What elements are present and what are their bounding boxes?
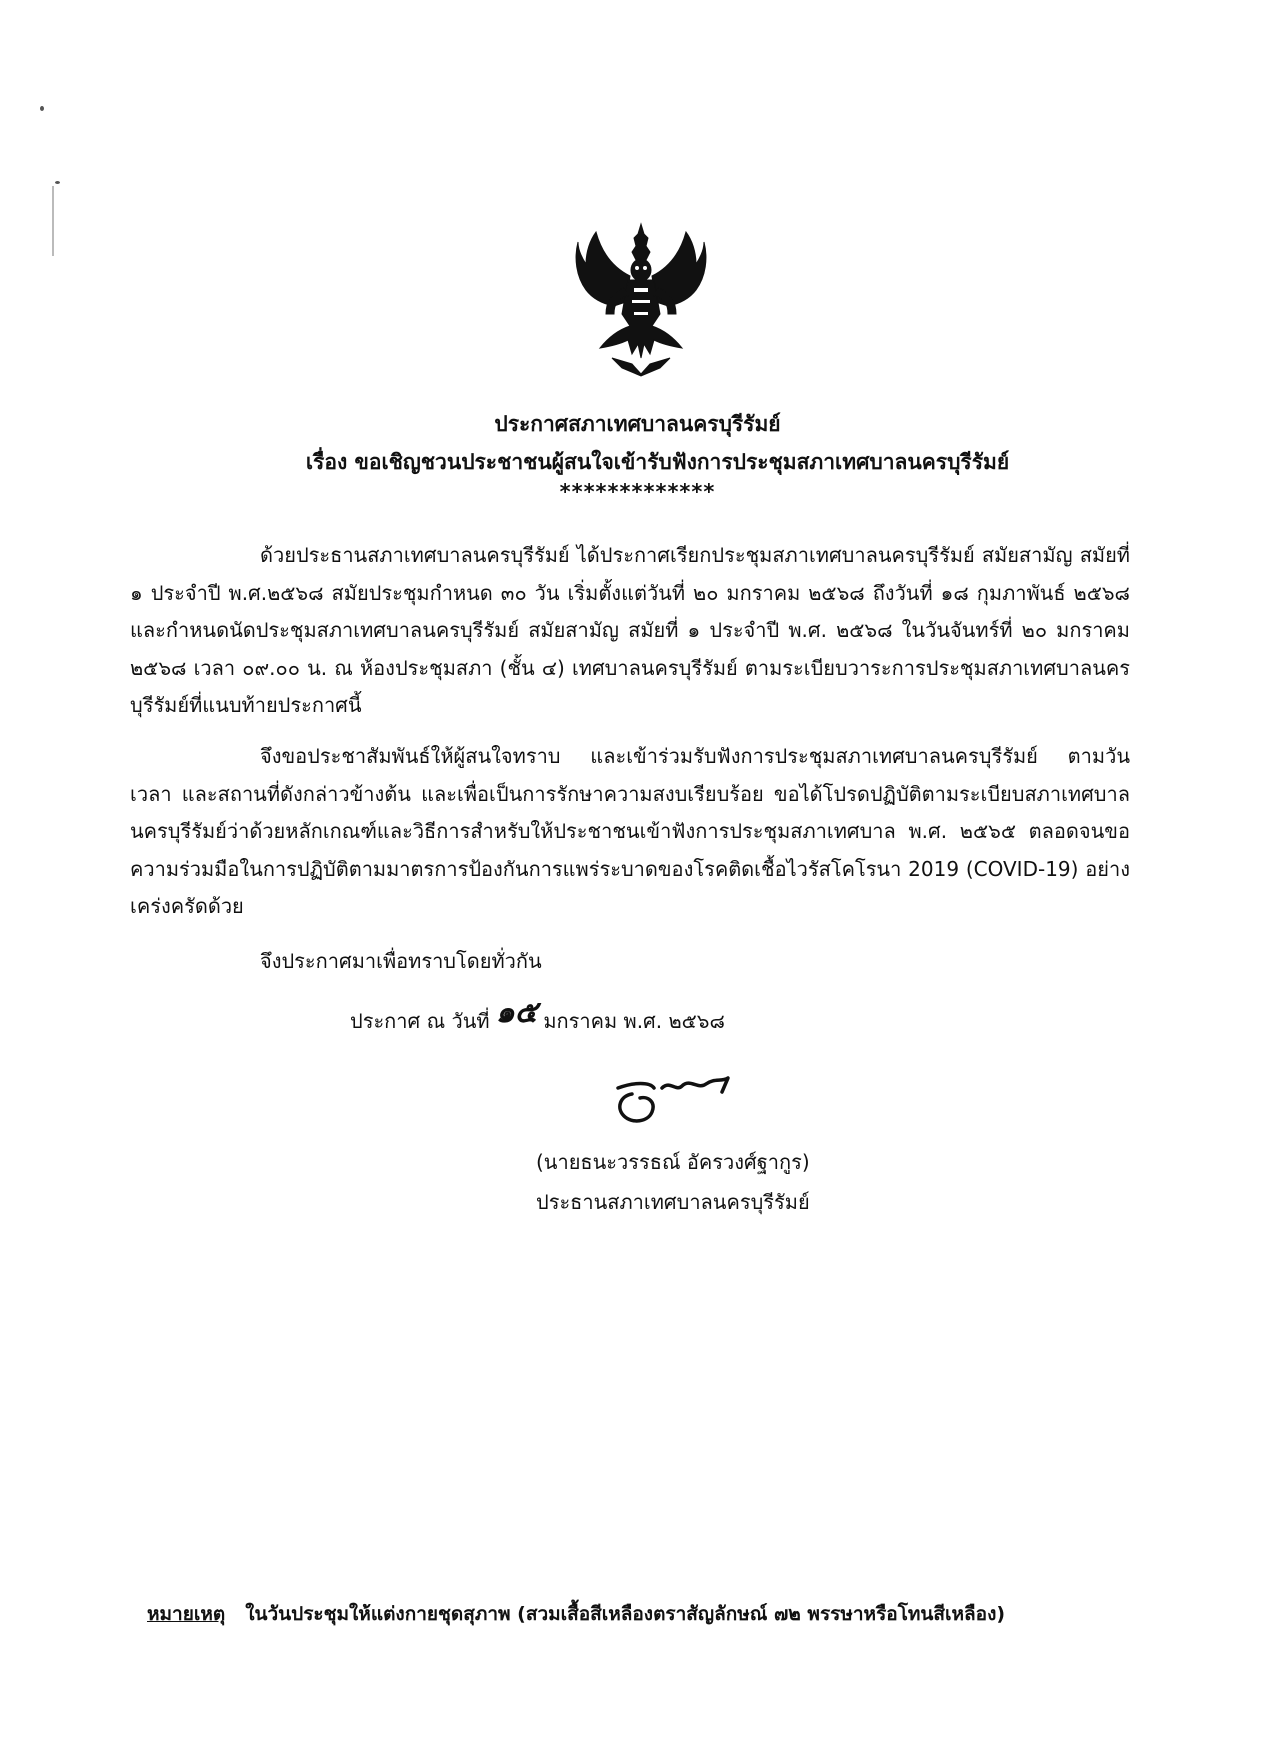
scan-speck [40, 106, 44, 111]
footnote-text: ในวันประชุมให้แต่งกายชุดสุภาพ (สวมเสื้อสีเหลืองตราสัญลักษณ์ ๗๒ พรรษาหรือโทนสีเหลือง) [245, 1603, 1006, 1625]
scan-speck [55, 181, 60, 184]
body-paragraph-2: จึงขอประชาสัมพันธ์ให้ผู้สนใจทราบ และเข้าร่วมรับฟังการประชุมสภาเทศบาลนครบุรีรัมย์ ตามวัน เวลา และสถานที่ดังกล่าวข้างต้น และเพื่อเป็นการรักษาความสงบเรียบร้อย ขอได้โปรดปฏิบัติตามระเบียบสภาเทศบาลนครบุรีรัมย์ว่าด้วยหลักเกณฑ์และวิธีการสำหรับให้ประชาชนเข้าฟังการประชุมสภาเทศบาล พ.ศ. ๒๕๖๕ ตลอดจนขอความร่วมมือในการปฏิบัติตามมาตรการป้องกันการแพร่ระบาดของโรคติดเชื้อไวรัสโคโรนา 2019 (COVID-19) อย่างเคร่งครัดด้วย [130, 744, 1130, 918]
footnote [147, 1599, 1005, 1629]
dateline-handwritten-day: ๑๕ [495, 995, 538, 1030]
footnote-label: หมายเหตุ [147, 1603, 226, 1625]
announcement-dateline [350, 995, 725, 1042]
dateline-suffix: มกราคม พ.ศ. ๒๕๖๘ [543, 1009, 725, 1033]
garuda-emblem-icon [572, 218, 710, 378]
document-title: ประกาศสภาเทศบาลนครบุรีรัมย์ [494, 412, 781, 436]
document-subject: เรื่อง ขอเชิญชวนประชาชนผู้สนใจเข้ารับฟังการประชุมสภาเทศบาลนครบุรีรัมย์ [305, 450, 1010, 474]
title-separator: ************* [559, 480, 716, 504]
closing-statement: จึงประกาศมาเพื่อทราบโดยทั่วกัน [260, 949, 542, 973]
dateline-prefix: ประกาศ ณ วันที่ [350, 1009, 490, 1033]
handwritten-signature [610, 1068, 760, 1128]
signer-position: ประธานสภาเทศบาลนครบุรีรัมย์ [536, 1190, 810, 1214]
body-paragraph-1: ด้วยประธานสภาเทศบาลนครบุรีรัมย์ ได้ประกาศเรียกประชุมสภาเทศบาลนครบุรีรัมย์ สมัยสามัญ สมัยที่ ๑ ประจำปี พ.ศ.๒๕๖๘ สมัยประชุมกำหนด ๓๐ วัน เริ่มตั้งแต่วันที่ ๒๐ มกราคม ๒๕๖๘ ถึงวันที่ ๑๘ กุมภาพันธ์ ๒๕๖๘ และกำหนดนัดประชุมสภาเทศบาลนครบุรีรัมย์ สมัยสามัญ สมัยที่ ๑ ประจำปี พ.ศ. ๒๕๖๘ ในวันจันทร์ที่ ๒๐ มกราคม ๒๕๖๘ เวลา ๐๙.๐๐ น. ณ ห้องประชุมสภา (ชั้น ๔) เทศบาลนครบุรีรัมย์ ตามระเบียบวาระการประชุมสภาเทศบาลนครบุรีรัมย์ที่แนบท้ายประกาศนี้ [130, 543, 1130, 717]
signer-name: (นายธนะวรรธณ์ อัครวงศ์ฐากูร) [536, 1150, 810, 1174]
scan-edge-line [52, 186, 54, 256]
